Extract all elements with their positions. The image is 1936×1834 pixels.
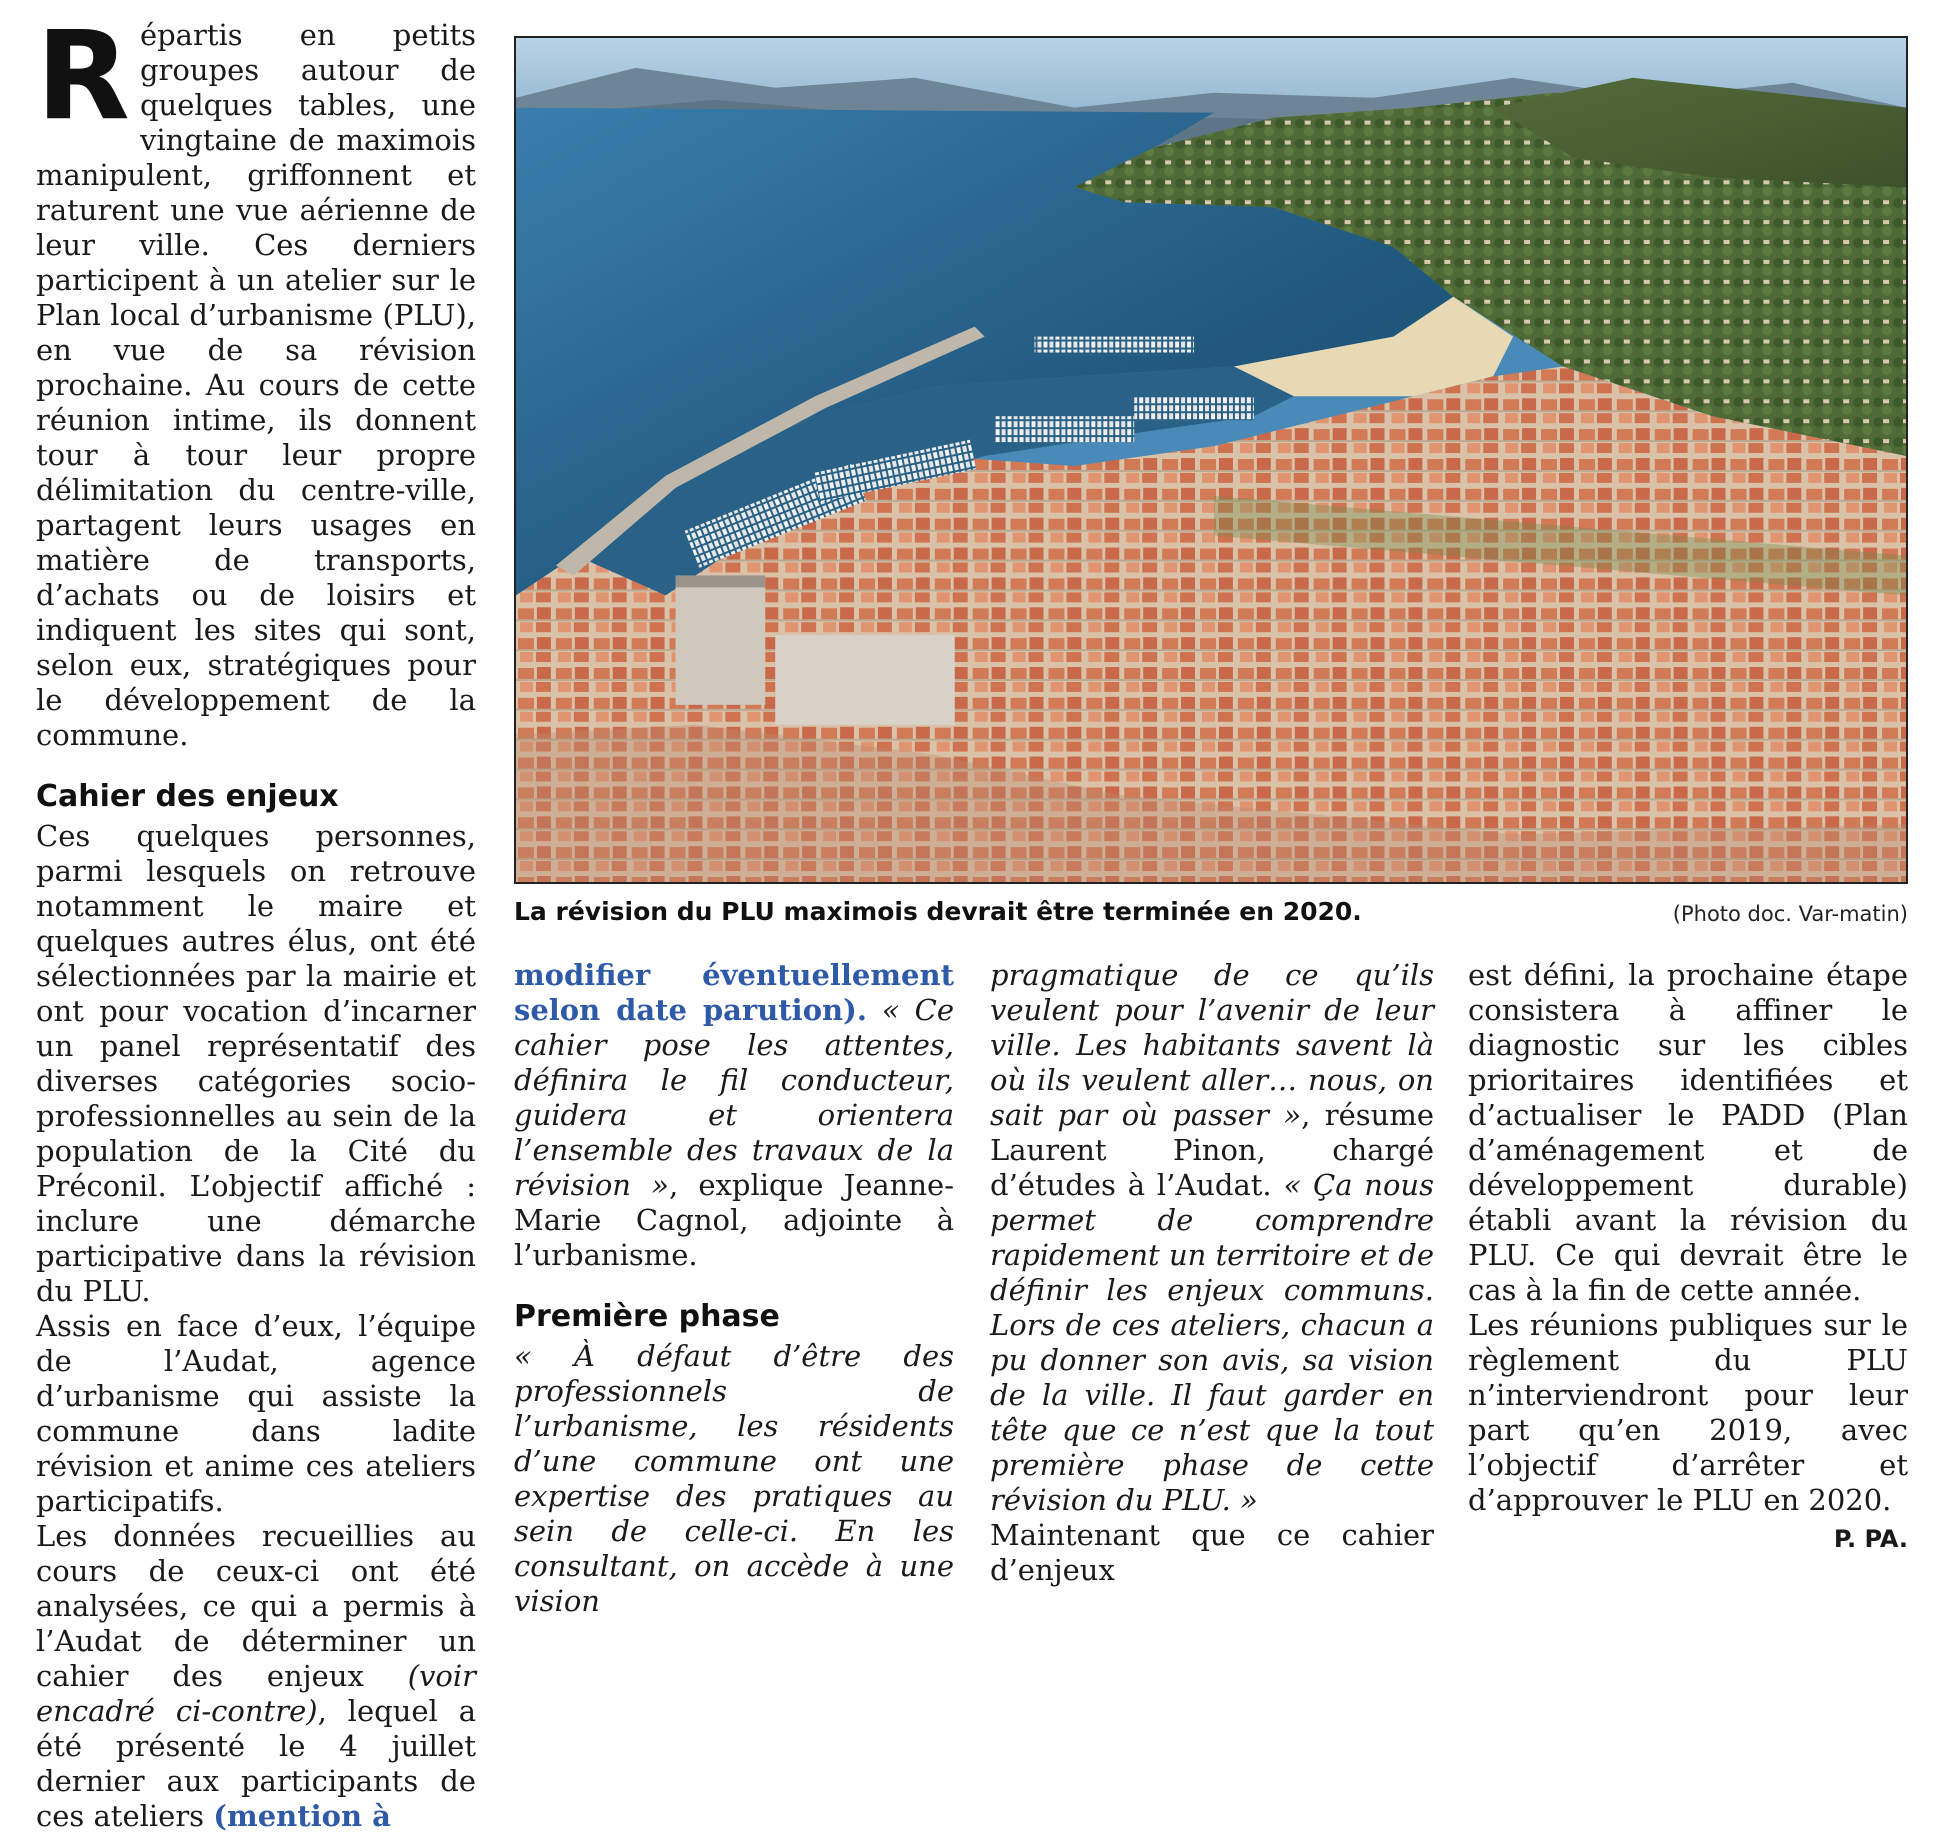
text-run: , lequel a été présenté le 4 juillet dernier aux participants de ces ateliers bbox=[36, 1694, 476, 1833]
quote: « Ce cahier pose les attentes, définira le fil conducteur, guidera et orientera l’ensemble des travaux de la révision » bbox=[514, 993, 955, 1202]
photo-caption: La révision du PLU maximois devrait être terminée en 2020. bbox=[514, 897, 1362, 926]
article-column-1 bbox=[36, 5, 476, 1834]
drop-cap: R bbox=[36, 5, 130, 147]
subhead-cahier: Cahier des enjeux bbox=[36, 779, 339, 814]
quote: pragmatique de ce qu’ils veulent pour l’avenir de leur ville. Les habitants savent là où ils veulent aller… nous, on sait par où passer » bbox=[990, 958, 1434, 1132]
lead-paragraph bbox=[36, 5, 476, 753]
paragraph bbox=[36, 1519, 476, 1834]
article-column-2 bbox=[514, 958, 954, 1619]
author-signature: P. PA. bbox=[1833, 1525, 1908, 1553]
aerial-photo bbox=[514, 36, 1908, 884]
photo-credit: (Photo doc. Var-matin) bbox=[1672, 902, 1908, 926]
text-run: , résume Laurent Pinon, chargé d’études à l’Audat. bbox=[990, 1098, 1434, 1202]
paragraph: Assis en face d’eux, l’équipe de l’Audat, agence d’urbanisme qui assiste la commune dans ladite révision et anime ces ateliers participatifs. bbox=[36, 1309, 476, 1518]
paragraph: Les réunions publiques sur le règlement du PLU n’interviendront pour leur part qu’en 2019, avec l’objectif d’arrêter et d’approuver le PLU en 2020. bbox=[1468, 1308, 1908, 1517]
quote: « Ça nous permet de comprendre rapidement un territoire et de définir les enjeux communs. Lors de ces ateliers, chacun a pu donner son avis, sa vision de la ville. Il faut garder en tête que ce n’est que la tout première phase de cette révision du PLU. » bbox=[990, 1168, 1434, 1517]
editor-note: modifier éventuellement selon date parution). bbox=[514, 958, 954, 1027]
italic-reference: (voir encadré ci-contre) bbox=[36, 1659, 476, 1728]
subhead-premiere-phase: Première phase bbox=[514, 1299, 780, 1334]
lead-text: épartis en petits groupes autour de quelques tables, une vingtaine de maximois manipulent, griffonnent et raturent une vue aérienne de leur ville. Ces derniers participent à un atelier sur le Plan local d’urbanisme (PLU), en vue de sa révision prochaine. Au cours de cette réunion intime, ils donnent tour à tour leur propre délimitation du centre-ville, partagent leurs usages en matière de transports, d’achats ou de loisirs et indiquent les sites qui sont, selon eux, stratégiques pour le développement de la commune. bbox=[36, 18, 476, 752]
photo-caption-bar bbox=[514, 894, 1908, 934]
text-run: , explique Jeanne-Marie Cagnol, adjointe à l’urbanisme. bbox=[514, 1168, 954, 1272]
aerial-photo-illustration bbox=[516, 38, 1906, 882]
paragraph: est défini, la prochaine étape consistera à affiner le diagnostic sur les cibles prioritaires identifiées et d’actualiser le PADD (Plan d’aménagement et de développement durable) établi avant la révision du PLU. Ce qui devrait être le cas à la fin de cette année. bbox=[1468, 958, 1908, 1307]
quote: « À défaut d’être des professionnels de l’urbanisme, les résidents d’une commune ont une expertise des pratiques au sein de celle-ci. En les consultant, on accède à une vision bbox=[514, 1339, 954, 1618]
article-column-3 bbox=[990, 958, 1434, 1588]
editor-note: (mention à bbox=[213, 1799, 391, 1833]
paragraph bbox=[990, 958, 1434, 1518]
text-run: Les données recueillies au cours de ceux-ci ont été analysées, ce qui a permis à l’Audat de déterminer un cahier des enjeux bbox=[36, 1519, 476, 1693]
paragraph: Ces quelques personnes, parmi lesquels on retrouve notamment le maire et quelques autres élus, ont été sélectionnées par la mairie et ont pour vocation d’incarner un panel représentatif des diverses catégories socio-professionnelles au sein de la population de la Cité du Préconil. L’objectif affiché : inclure une démarche participative dans la révision du PLU. bbox=[36, 819, 476, 1308]
paragraph bbox=[514, 958, 954, 1273]
paragraph: Maintenant que ce cahier d’enjeux bbox=[990, 1518, 1434, 1587]
article-column-4 bbox=[1468, 958, 1908, 1557]
